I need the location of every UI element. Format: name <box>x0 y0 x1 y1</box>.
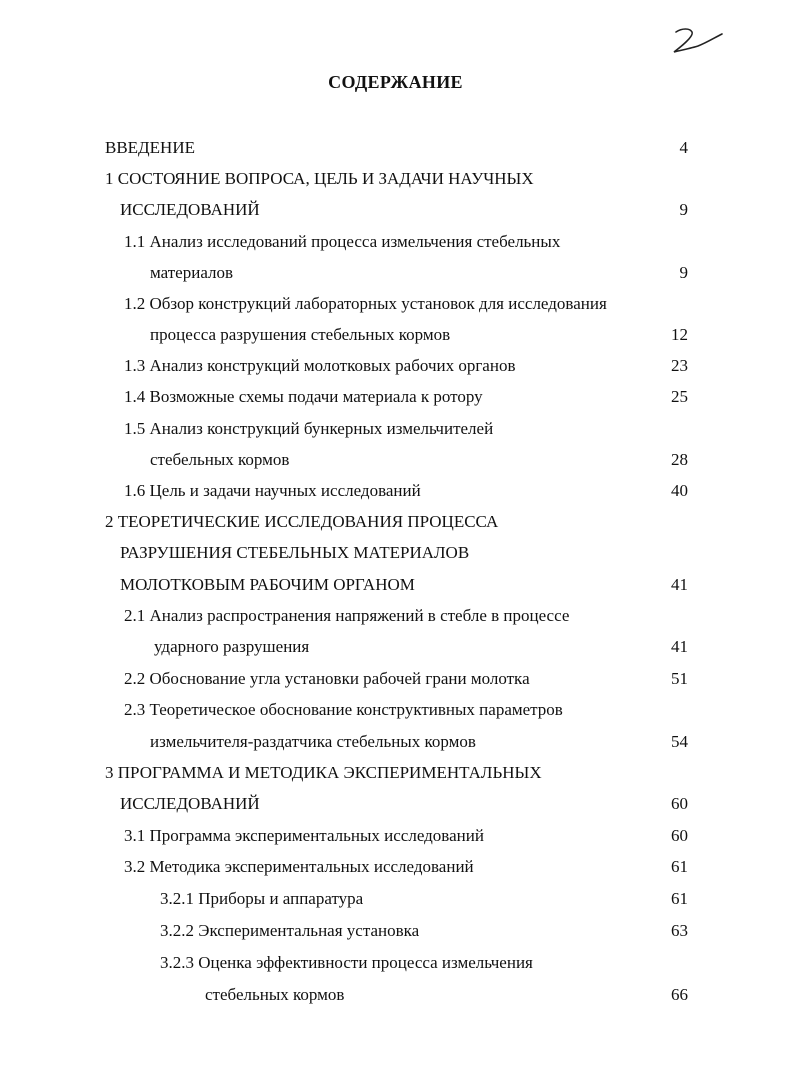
toc-entry-1-5: 1.5 Анализ конструкций бункерных измельчителей <box>124 419 494 438</box>
toc-entry-2-1-cont: ударного разрушения <box>154 637 310 656</box>
toc-entry-1-6: 1.6 Цель и задачи научных исследований <box>124 481 421 500</box>
toc-entry-2-3-cont: измельчителя-раздатчика стебельных кормов <box>150 732 476 751</box>
toc-page-1-6: 40 <box>671 481 688 500</box>
toc-entry-chapter-3-cont: ИССЛЕДОВАНИЙ <box>120 794 260 813</box>
toc-page-1-3: 23 <box>671 356 688 375</box>
toc-page-1-1: 9 <box>679 263 688 282</box>
toc-page-2-1: 41 <box>671 637 688 656</box>
toc-entry-1-2: 1.2 Обзор конструкций лабораторных установок для исследования <box>124 294 607 313</box>
toc-entry-chapter-2-cont-2: МОЛОТКОВЫМ РАБОЧИМ ОРГАНОМ <box>120 575 415 594</box>
toc-page-3-2-1: 61 <box>671 889 688 908</box>
toc-entry-chapter-2-cont-1: РАЗРУШЕНИЯ СТЕБЕЛЬНЫХ МАТЕРИАЛОВ <box>120 543 470 562</box>
toc-entry-3-2-2: 3.2.2 Экспериментальная установка <box>160 921 420 940</box>
toc-entry-1-5-cont: стебельных кормов <box>150 450 290 469</box>
toc-page-3-2-2: 63 <box>671 921 688 940</box>
toc-entry-2-3: 2.3 Теоретическое обоснование конструктивных параметров <box>124 700 563 719</box>
toc-page-introduction: 4 <box>679 138 688 157</box>
toc-page-3-2: 61 <box>671 857 688 876</box>
toc-entry-1-1: 1.1 Анализ исследований процесса измельчения стебельных <box>124 232 561 251</box>
toc-page-2-2: 51 <box>671 669 688 688</box>
toc-page-chapter-2: 41 <box>671 575 688 594</box>
toc-entry-3-2-3-cont: стебельных кормов <box>205 985 345 1004</box>
toc-entry-chapter-2: 2 ТЕОРЕТИЧЕСКИЕ ИССЛЕДОВАНИЯ ПРОЦЕССА <box>105 512 499 531</box>
toc-page-3-2-3: 66 <box>671 985 688 1004</box>
handwritten-page-number <box>668 22 728 62</box>
toc-page-1-4: 25 <box>671 387 688 406</box>
toc-entry-chapter-3: 3 ПРОГРАММА И МЕТОДИКА ЭКСПЕРИМЕНТАЛЬНЫХ <box>105 763 542 782</box>
toc-page-chapter-1: 9 <box>679 200 688 219</box>
toc-page-1-2: 12 <box>671 325 688 344</box>
toc-title: СОДЕРЖАНИЕ <box>328 72 463 92</box>
toc-entry-3-1: 3.1 Программа экспериментальных исследований <box>124 826 484 845</box>
toc-entry-3-2-3: 3.2.3 Оценка эффективности процесса измельчения <box>160 953 533 972</box>
toc-entry-1-1-cont: материалов <box>150 263 234 282</box>
toc-page-chapter-3: 60 <box>671 794 688 813</box>
toc-entry-introduction: ВВЕДЕНИЕ <box>105 138 195 157</box>
toc-entry-1-3: 1.3 Анализ конструкций молотковых рабочих органов <box>124 356 516 375</box>
toc-entry-1-4: 1.4 Возможные схемы подачи материала к ротору <box>124 387 483 406</box>
toc-entry-3-2-1: 3.2.1 Приборы и аппаратура <box>160 889 364 908</box>
toc-page-1-5: 28 <box>671 450 688 469</box>
toc-entry-2-1: 2.1 Анализ распространения напряжений в стебле в процессе <box>124 606 570 625</box>
toc-page-3-1: 60 <box>671 826 688 845</box>
toc-entry-3-2: 3.2 Методика экспериментальных исследований <box>124 857 474 876</box>
toc-entry-2-2: 2.2 Обоснование угла установки рабочей грани молотка <box>124 669 530 688</box>
toc-page-2-3: 54 <box>671 732 688 751</box>
toc-entry-1-2-cont: процесса разрушения стебельных кормов <box>150 325 451 344</box>
toc-entry-chapter-1-cont: ИССЛЕДОВАНИЙ <box>120 200 260 219</box>
toc-entry-chapter-1: 1 СОСТОЯНИЕ ВОПРОСА, ЦЕЛЬ И ЗАДАЧИ НАУЧНЫХ <box>105 169 534 188</box>
